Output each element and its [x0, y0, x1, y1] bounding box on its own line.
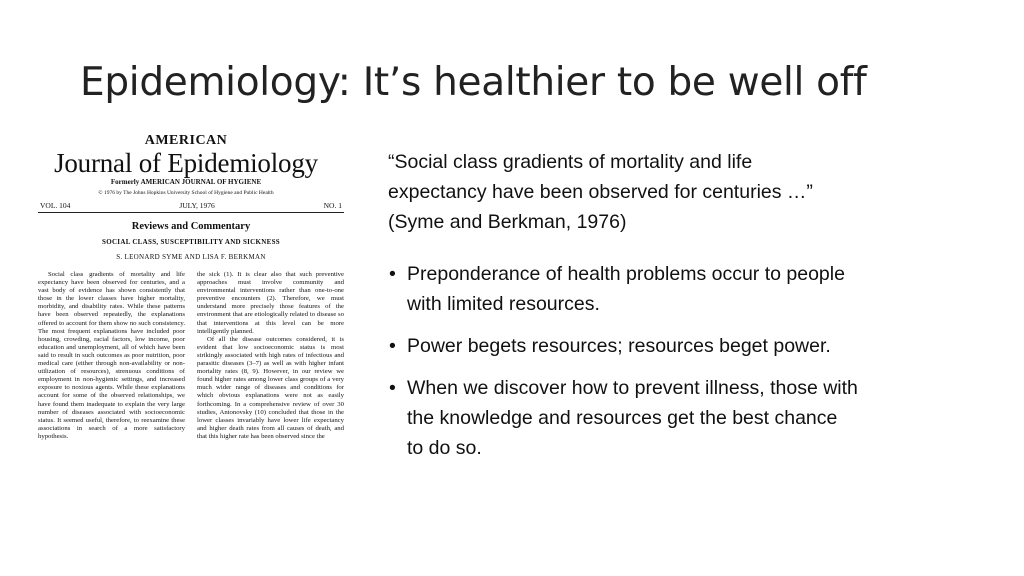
- journal-number: NO. 1: [323, 201, 342, 210]
- journal-paragraph: Of all the disease outcomes considered, it is evident that low socioeconomic status is most strikingly associated with high rates of infectious and parasitic diseases (3–7) as well as with higher infant mortality rates (8, 9). However, in our review we found higher rates among lower class groups of a very much wider range of diseases and conditions for which obvious explanations were not as easily forthcoming. In a comprehensive review of over 30 studies, Antonovsky (10) concluded that those in the lower classes invariably have lower life expectancy and higher death rates from all causes of death, and that this higher rate has been observed since the: [197, 335, 344, 440]
- bullet-marker: •: [389, 263, 396, 285]
- journal-section-heading: Reviews and Commentary: [131, 221, 251, 232]
- journal-paragraph: Social class gradients of mortality and life expectancy have been observed for centuries, and a vast body of evidence has shown consistently that those in the lower classes have higher mortality, morbidity, and disability rates. While these patterns have been observed repeatedly, the explanations offered to account for them show no such consistency. The most frequent explanations have included poor housing, crowding, racial factors, low income, poor education and unemployment, all of which have been said to result in such outcomes as poor nutrition, poor medical care (either through non-availability or non-utilization of resources), strenuous conditions of employment in non-hygienic settings, and increased exposure to noxious agents. While these explanations account for some of the observed relationships, we have found them inadequate to explain the very large number of diseases associated with socioeconomic status. It seemed useful, therefore, to reexamine these associations in search of a more satisfactory hypothesis.: [38, 271, 185, 440]
- journal-date: JULY, 1976: [179, 201, 215, 210]
- journal-name: Journal of Epidemiology: [54, 148, 318, 178]
- journal-masthead-top: AMERICAN: [144, 133, 228, 148]
- slide-title: Epidemiology: It’s healthier to be well off: [80, 60, 867, 105]
- quote-text: “Social class gradients of mortality and life expectancy have been observed for centuries …” (Syme and Berkman, 1976): [388, 151, 813, 233]
- bullet-item: [388, 259, 858, 319]
- journal-column-right: [197, 271, 344, 441]
- bullet-marker: •: [389, 377, 396, 399]
- journal-page-image: [38, 133, 344, 517]
- bullet-item: [388, 373, 858, 463]
- journal-body-columns: [38, 271, 344, 441]
- journal-article-title: SOCIAL CLASS, SUSCEPTIBILITY AND SICKNESS: [102, 238, 280, 246]
- bullet-item: [388, 331, 858, 361]
- bullet-text: When we discover how to prevent illness, those with the knowledge and resources get the best chance to do so.: [407, 377, 858, 459]
- journal-column-left: [38, 271, 185, 441]
- journal-paragraph: the sick (1). It is clear also that such preventive approaches must involve community and environmental interventions rather than one-to-one preventive encounters (2). Therefore, we must understand more precisely those features of the environment that are etiologically related to disease so that interventions at this level can be more intelligently planned.: [197, 271, 344, 335]
- bullet-text: Power begets resources; resources beget power.: [407, 335, 831, 357]
- journal-formerly: Formerly AMERICAN JOURNAL OF HYGIENE: [110, 178, 262, 186]
- journal-volume-row: [38, 200, 344, 213]
- journal-volume: VOL. 104: [40, 201, 71, 210]
- bullet-text: Preponderance of health problems occur to people with limited resources.: [407, 263, 845, 315]
- bullet-list: [388, 259, 858, 475]
- bullet-marker: •: [389, 335, 396, 357]
- journal-authors: S. LEONARD SYME AND LISA F. BERKMAN: [116, 253, 266, 261]
- journal-copyright: © 1976 by The Johns Hopkins University School of Hygiene and Public Health: [98, 190, 274, 196]
